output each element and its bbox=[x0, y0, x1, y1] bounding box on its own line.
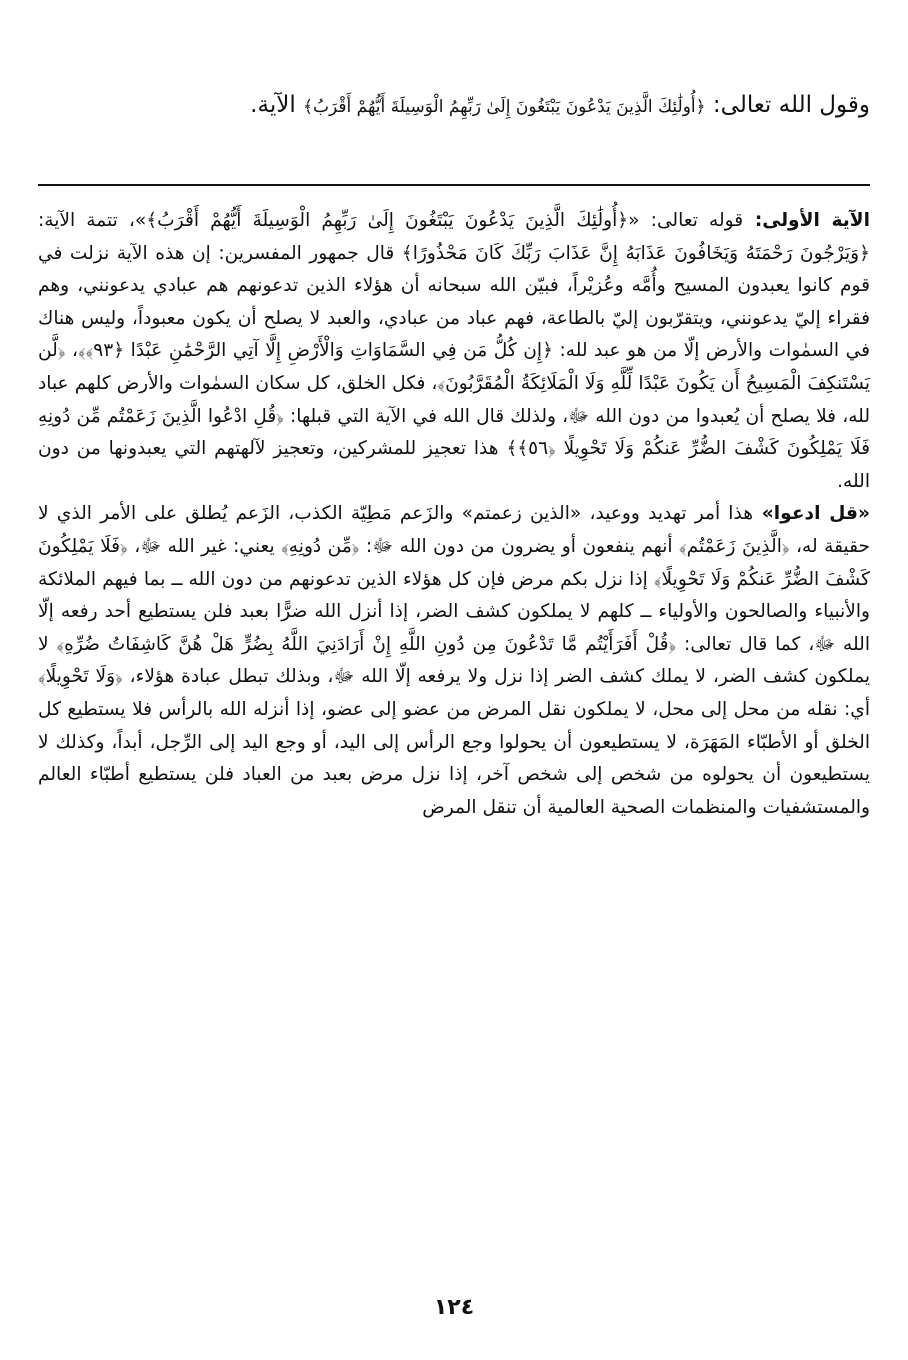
page-number: ١٢٤ bbox=[433, 1295, 475, 1320]
header-verse-block bbox=[38, 80, 870, 133]
paragraph-text: هذا أمر تهديد ووعيد، «الذين زعمتم» والزَعم مَطِيّة الكذب، الزَعم يُطلق على الأمر الذي لا حقيقة له، ﴿الَّذِينَ زَعَمْتُم﴾ أنهم ينفعون أو يضرون من دون الله ﷻ: ﴿مِّن دُونِهِ﴾ يعني: غير الله ﷻ، ﴿فَلَا يَمْلِكُونَ كَشْفَ الضُّرِّ عَنكُمْ وَلَا تَحْوِيلًا﴾ إذا نزل بكم مرض فإن كل هؤلاء الذين تدعونهم من دون الله ــ بما فيهم الملائكة والأنبياء والصالحون والأولياء ــ كلهم لا يملكون كشف الضر، إذا أنزل الله ضرًّا بعبد فلن يستطيع أحد رفعه إلّا الله ﷻ، كما قال تعالى: ﴿قُلْ أَفَرَأَيْتُم مَّا تَدْعُونَ مِن دُونِ اللَّهِ إِنْ أَرَادَنِيَ اللَّهُ بِضُرٍّ هَلْ هُنَّ كَاشِفَاتُ ضُرِّهِ﴾ لا يملكون كشف الضر، لا يملك كشف الضر إذا نزل ولا يرفعه إلّا الله ﷻ، وبذلك تبطل عبادة هؤلاء، ﴿وَلَا تَحْوِيلًا﴾ أي: نقله من محل إلى محل، لا يملكون نقل المرض من عضو إلى عضو، إذا أنزله الله بالرأس فلا يستطيع كل الخلق أو الأطبّاء المَهَرَة، لا يستطيعون أن يحولوا وجع الرأس إلى اليد، أو وجع اليد إلى الرِّجل، أبداً، وكذلك لا يستطيعون أن يحولوه من شخص إلى شخص آخر، إذا نزل مرض بعبد من العباد فلن يستطيع أطبّاء العالم والمستشفيات والمنظمات الصحية العالمية أن تنقل المرض bbox=[38, 503, 870, 818]
paragraph-heading: «قل ادعوا» bbox=[753, 503, 870, 525]
paragraph-first-verse bbox=[38, 205, 870, 498]
paragraph-qul-udu bbox=[38, 498, 870, 824]
header-tail: الآية. bbox=[250, 92, 304, 118]
header-intro: وقول الله تعالى: bbox=[705, 92, 870, 118]
commentary-body bbox=[38, 205, 870, 824]
paragraph-text: قوله تعالى: «﴿أُولَٰئِكَ الَّذِينَ يَدْعُونَ يَبْتَغُونَ إِلَىٰ رَبِّهِمُ الْوَسِيلَةَ أَيُّهُمْ أَقْرَبُ﴾»، تتمة الآية: ﴿وَيَرْجُونَ رَحْمَتَهُ وَيَخَافُونَ عَذَابَهُ إِنَّ عَذَابَ رَبِّكَ كَانَ مَحْذُورًا﴾ قال جمهور المفسرين: إن هذه الآية نزلت في قوم كانوا يعبدون المسيح وأُمَّه وعُزيْراً، فبيّن الله سبحانه أن هؤلاء الذين تدعونهم هم عبادي يدعونني، وهم فقراء إليّ يدعونني، ويتقرّبون إليّ بالطاعة، فهم عباد من عبادي، والعبد لا يصلح أن يكون معبوداً، وليس هناك في السمٰوات والأرض إلّا من هو عبد لله: ﴿إِن كُلُّ مَن فِي السَّمَاوَاتِ وَالْأَرْضِ إِلَّا آتِي الرَّحْمَٰنِ عَبْدًا ﴿٩٣﴾﴾، ﴿لَّن يَسْتَنكِفَ الْمَسِيحُ أَن يَكُونَ عَبْدًا لِّلَّهِ وَلَا الْمَلَائِكَةُ الْمُقَرَّبُونَ﴾، فكل الخلق، كل سكان السمٰوات والأرض كلهم عباد لله، فلا يصلح أن يُعبدوا من دون الله ﷻ، ولذلك قال الله في الآية التي قبلها: ﴿قُلِ ادْعُوا الَّذِينَ زَعَمْتُم مِّن دُونِهِ فَلَا يَمْلِكُونَ كَشْفَ الضُّرِّ عَنكُمْ وَلَا تَحْوِيلًا ﴿٥٦﴾﴾ هذا تعجيز للمشركين، وتعجيز لآلهتهم التي يعبدونها من دون الله. bbox=[38, 210, 870, 492]
header-verse: ﴿أُولَٰئِكَ الَّذِينَ يَدْعُونَ يَبْتَغُونَ إِلَىٰ رَبِّهِمُ الْوَسِيلَةَ أَيُّهُمْ أَقْرَبُ﴾ bbox=[303, 97, 706, 117]
paragraph-heading: الآية الأولى: bbox=[743, 210, 870, 231]
separator-rule bbox=[38, 184, 870, 186]
